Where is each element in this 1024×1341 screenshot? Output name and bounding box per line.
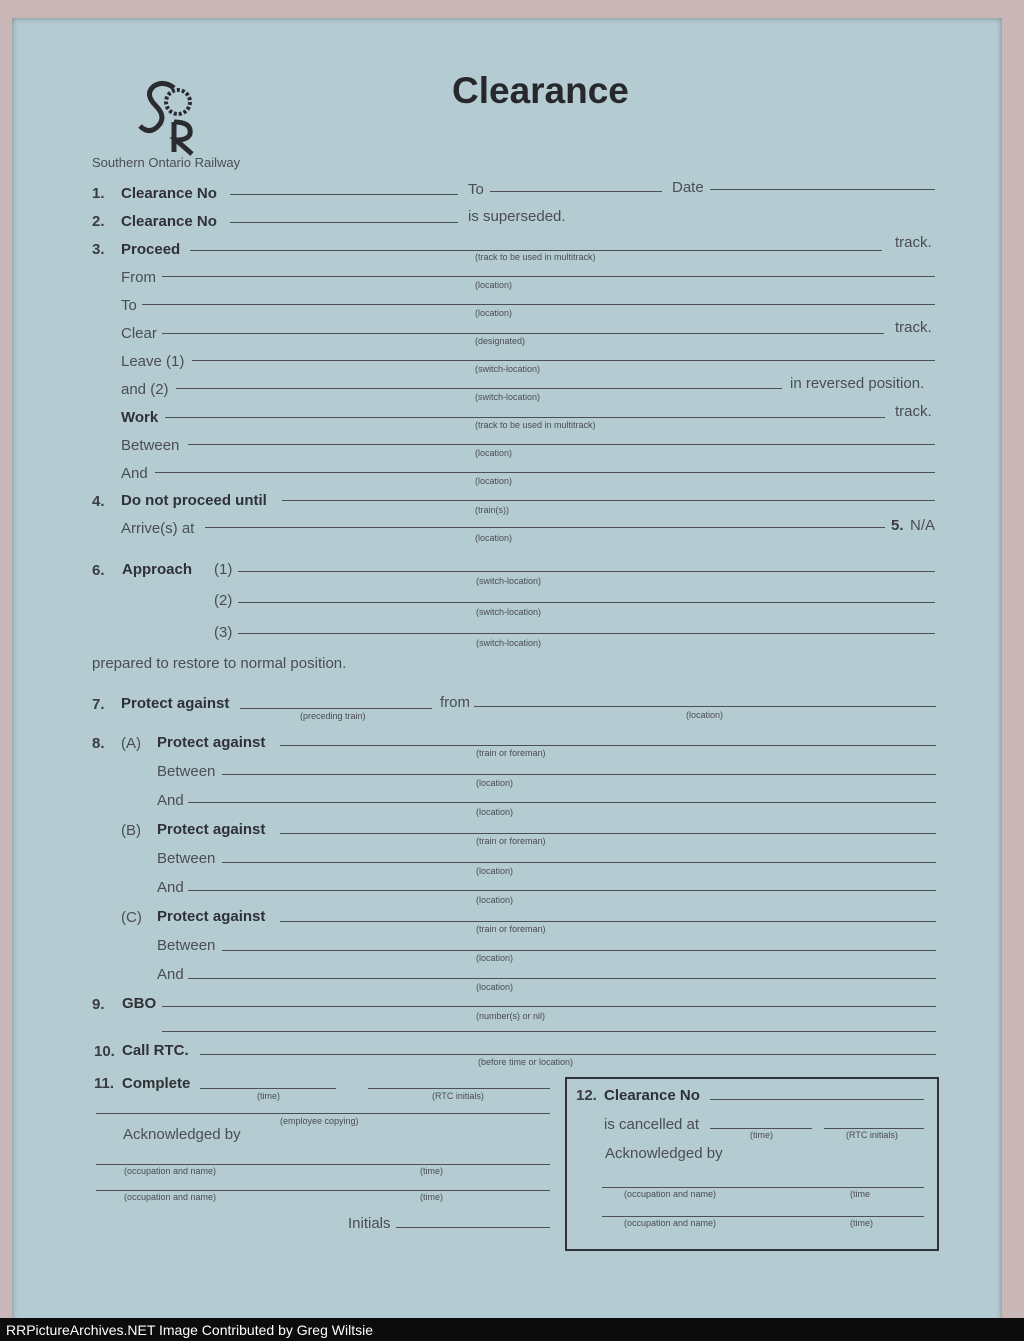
protect-a-field[interactable] <box>280 745 936 746</box>
item-6-number: 6. <box>92 562 105 579</box>
cancelled-at-label: is cancelled at <box>604 1116 700 1133</box>
clear-hint: (designated) <box>475 336 526 346</box>
item-12-number: 12. <box>576 1087 597 1104</box>
clear-label: Clear <box>121 325 157 342</box>
gbo-field[interactable] <box>162 1006 936 1007</box>
cancel-clearance-no-label: Clearance No <box>604 1087 700 1104</box>
between-a-field[interactable] <box>222 774 936 775</box>
complete-rtc-hint: (RTC initials) <box>432 1091 484 1101</box>
between-a-label: Between <box>157 763 216 780</box>
company-name: Southern Ontario Railway <box>92 155 241 170</box>
item-2-number: 2. <box>92 213 105 230</box>
work-label: Work <box>121 409 159 426</box>
ack-occupation-hint-1: (occupation and name) <box>124 1166 217 1176</box>
to-location-label: To <box>121 297 137 314</box>
preceding-train-hint: (preceding train) <box>300 711 366 721</box>
between-label: Between <box>121 437 180 454</box>
approach-3-label: (3) <box>214 624 233 641</box>
prepared-restore-text: prepared to restore to normal position. <box>92 655 347 672</box>
protect-from-field[interactable] <box>474 706 936 707</box>
clearance-no-field[interactable] <box>230 194 458 195</box>
item-3-number: 3. <box>92 241 105 258</box>
complete-label: Complete <box>122 1075 191 1092</box>
protect-c-field[interactable] <box>280 921 936 922</box>
between-hint: (location) <box>475 448 513 458</box>
acknowledged-by-label: Acknowledged by <box>123 1126 241 1143</box>
date-field[interactable] <box>710 189 935 190</box>
protect-c-hint: (train or foreman) <box>476 924 546 934</box>
employee-copying-field[interactable] <box>96 1113 550 1114</box>
protect-b-label: Protect against <box>157 821 266 838</box>
from-label-7: from <box>440 694 470 711</box>
to-field[interactable] <box>490 191 662 192</box>
item-7-number: 7. <box>92 696 105 713</box>
clearance-no-label: Clearance No <box>121 185 217 202</box>
railway-logo <box>134 78 206 156</box>
protect-c-label: Protect against <box>157 908 266 925</box>
and2-field[interactable] <box>176 388 782 389</box>
approach-3-field[interactable] <box>238 633 935 634</box>
ack-time-hint-2: (time) <box>420 1192 443 1202</box>
work-field[interactable] <box>165 417 885 418</box>
item-8-number: 8. <box>92 735 105 752</box>
protect-location-hint: (location) <box>686 710 724 720</box>
ack-field-1[interactable] <box>96 1164 550 1165</box>
approach-3-hint: (switch-location) <box>476 638 542 648</box>
do-not-proceed-field[interactable] <box>282 500 935 501</box>
arrive-hint: (location) <box>475 533 513 543</box>
protect-a-label: Protect against <box>157 734 266 751</box>
approach-2-field[interactable] <box>238 602 935 603</box>
approach-label: Approach <box>122 561 193 578</box>
between-field[interactable] <box>188 444 935 445</box>
clearance-no-2-label: Clearance No <box>121 213 217 230</box>
date-label: Date <box>672 179 704 196</box>
cancelled-time-field[interactable] <box>710 1128 812 1129</box>
from-field[interactable] <box>162 276 935 277</box>
and-c-hint: (location) <box>476 982 514 992</box>
initials-field[interactable] <box>396 1227 550 1228</box>
item-4-number: 4. <box>92 493 105 510</box>
work-hint: (track to be used in multitrack) <box>475 420 596 430</box>
ack-time-hint-1: (time) <box>420 1166 443 1176</box>
and-b-hint: (location) <box>476 895 514 905</box>
section-a-label: (A) <box>121 735 141 752</box>
cancel-time-hint-1: (time <box>850 1189 870 1199</box>
approach-1-hint: (switch-location) <box>476 576 542 586</box>
call-rtc-field[interactable] <box>200 1054 936 1055</box>
to-location-field[interactable] <box>142 304 935 305</box>
and-b-label: And <box>157 879 184 896</box>
to-location-hint: (location) <box>475 308 513 318</box>
and-a-label: And <box>157 792 184 809</box>
cancelled-rtc-field[interactable] <box>824 1128 924 1129</box>
and-a-field[interactable] <box>188 802 936 803</box>
protect-against-field[interactable] <box>240 708 432 709</box>
between-c-label: Between <box>157 937 216 954</box>
gbo-field-2[interactable] <box>162 1031 936 1032</box>
and-label: And <box>121 465 148 482</box>
arrive-field[interactable] <box>205 527 885 528</box>
leave-label: Leave (1) <box>121 353 185 370</box>
cancel-clearance-no-field[interactable] <box>710 1099 924 1100</box>
cancelled-time-hint: (time) <box>750 1130 773 1140</box>
initials-label: Initials <box>348 1215 391 1232</box>
superseded-clearance-field[interactable] <box>230 222 458 223</box>
cancel-ack-field-2[interactable] <box>602 1216 924 1217</box>
do-not-proceed-label: Do not proceed until <box>121 492 267 509</box>
from-label: From <box>121 269 156 286</box>
work-track-text: track. <box>895 403 932 420</box>
complete-time-field[interactable] <box>200 1088 336 1089</box>
and2-label: and (2) <box>121 381 169 398</box>
between-b-hint: (location) <box>476 866 514 876</box>
call-rtc-label: Call RTC. <box>122 1042 189 1059</box>
item-1-number: 1. <box>92 185 105 202</box>
and-a-hint: (location) <box>476 807 514 817</box>
between-b-label: Between <box>157 850 216 867</box>
cancel-occ-hint-2: (occupation and name) <box>624 1218 717 1228</box>
between-c-hint: (location) <box>476 953 514 963</box>
do-not-proceed-hint: (train(s)) <box>475 505 509 515</box>
cancelled-rtc-hint: (RTC initials) <box>846 1130 898 1140</box>
ack-field-2[interactable] <box>96 1190 550 1191</box>
section-c-label: (C) <box>121 909 142 926</box>
item-9-number: 9. <box>92 996 105 1013</box>
item-5-na: N/A <box>910 517 936 534</box>
clear-track-text: track. <box>895 319 932 336</box>
protect-against-label: Protect against <box>121 695 230 712</box>
cancel-ack-field-1[interactable] <box>602 1187 924 1188</box>
approach-2-label: (2) <box>214 592 233 609</box>
between-b-field[interactable] <box>222 862 936 863</box>
and-c-label: And <box>157 966 184 983</box>
proceed-label: Proceed <box>121 241 181 258</box>
cancel-time-hint-2: (time) <box>850 1218 873 1228</box>
and2-hint: (switch-location) <box>475 392 541 402</box>
approach-2-hint: (switch-location) <box>476 607 542 617</box>
protect-b-hint: (train or foreman) <box>476 836 546 846</box>
clear-field[interactable] <box>162 333 884 334</box>
proceed-hint: (track to be used in multitrack) <box>475 252 596 262</box>
section-b-label: (B) <box>121 822 141 839</box>
and-field[interactable] <box>155 472 935 473</box>
leave-field[interactable] <box>192 360 935 361</box>
ack-occupation-hint-2: (occupation and name) <box>124 1192 217 1202</box>
to-label: To <box>468 181 484 198</box>
approach-1-label: (1) <box>214 561 233 578</box>
complete-time-hint: (time) <box>257 1091 280 1101</box>
item-5-number: 5. <box>891 517 904 534</box>
approach-1-field[interactable] <box>238 571 935 572</box>
employee-copying-hint: (employee copying) <box>280 1116 359 1126</box>
and-hint: (location) <box>475 476 513 486</box>
item-10-number: 10. <box>94 1043 115 1060</box>
leave-hint: (switch-location) <box>475 364 541 374</box>
form-title: Clearance <box>452 70 629 111</box>
item-11-number: 11. <box>94 1075 115 1092</box>
image-credit: RRPictureArchives.NET Image Contributed by Greg Wiltsie <box>6 1322 373 1338</box>
call-rtc-hint: (before time or location) <box>478 1057 574 1067</box>
and-c-field[interactable] <box>188 978 936 979</box>
superseded-text: is superseded. <box>468 208 566 225</box>
cancel-ack-label: Acknowledged by <box>605 1145 723 1162</box>
reversed-position-text: in reversed position. <box>790 375 925 392</box>
gbo-hint: (number(s) or nil) <box>476 1011 546 1021</box>
between-c-field[interactable] <box>222 950 936 951</box>
from-hint: (location) <box>475 280 513 290</box>
and-b-field[interactable] <box>188 890 936 891</box>
complete-rtc-field[interactable] <box>368 1088 550 1089</box>
proceed-field[interactable] <box>190 250 882 251</box>
protect-b-field[interactable] <box>280 833 936 834</box>
protect-a-hint: (train or foreman) <box>476 748 546 758</box>
arrive-label: Arrive(s) at <box>121 520 195 537</box>
cancel-occ-hint-1: (occupation and name) <box>624 1189 717 1199</box>
between-a-hint: (location) <box>476 778 514 788</box>
gbo-label: GBO <box>122 995 157 1012</box>
proceed-track-text: track. <box>895 234 932 251</box>
